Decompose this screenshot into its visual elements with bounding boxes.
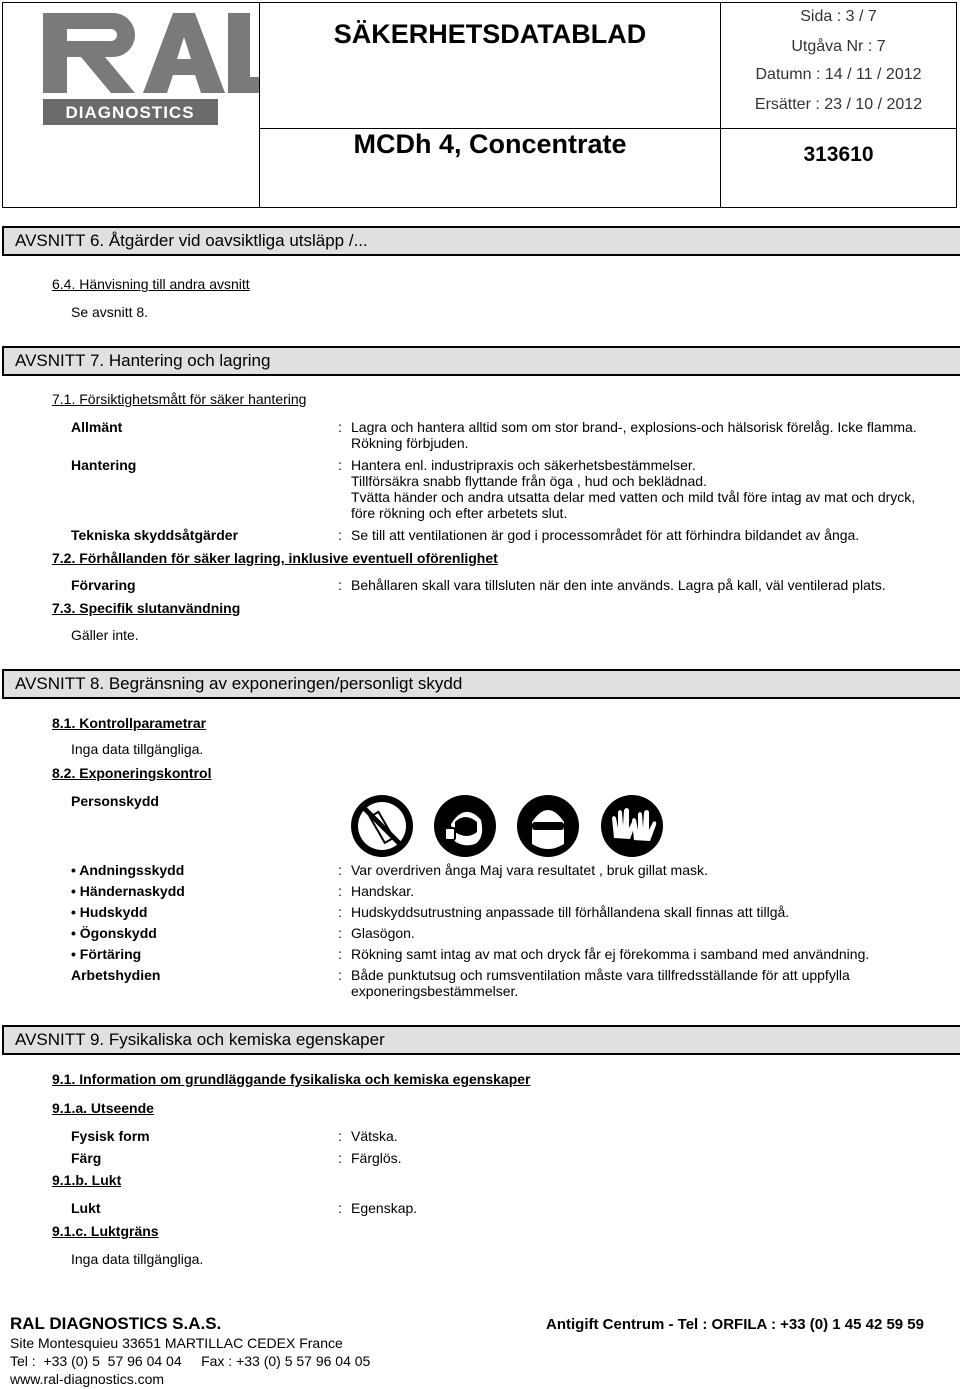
label-allmant: Allmänt (71, 419, 123, 435)
value-line: Rökning förbjuden. (351, 435, 469, 451)
value-line: före rökning och efter arbetets slut. (351, 505, 568, 521)
value-line: Tillförsäkra snabb flyttande från öga , hud och beklädnad. (351, 473, 707, 489)
subheading-9-1-c: 9.1.c. Luktgräns (52, 1223, 159, 1239)
colon: : (338, 904, 342, 920)
footer-antigift: Antigift Centrum - Tel : ORFILA : +33 (0) 1 45 42 59 59 (546, 1316, 924, 1333)
footer-company: RAL DIAGNOSTICS S.A.S. (10, 1314, 222, 1333)
gloves-icon (600, 794, 664, 858)
subheading-7-3: 7.3. Specifik slutanvändning (52, 600, 241, 616)
value-line: Hantera enl. industripraxis och säkerhetsbestämmelser. (351, 457, 696, 473)
colon: : (338, 946, 342, 962)
value-forvaring: Behållaren skall vara tillsluten när den inte används. Lagra på kall, väl ventilerad plats. (351, 577, 886, 593)
version-number: Utgåva Nr : 7 (791, 38, 886, 55)
colon: : (338, 457, 342, 473)
label-andningsskydd: • Andningsskydd (71, 862, 185, 878)
label-ogonskydd: • Ögonskydd (71, 925, 157, 941)
subheading-8-2: 8.2. Exponeringskontrol (52, 765, 212, 781)
document-title: SÄKERHETSDATABLAD (333, 19, 647, 49)
subheading-9-1-a: 9.1.a. Utseende (52, 1100, 154, 1116)
colon: : (338, 419, 342, 435)
subheading-7-2: 7.2. Förhållanden för säker lagring, inklusive eventuell oförenlighet (52, 550, 498, 566)
product-name: MCDh 4, Concentrate (353, 129, 627, 159)
value-line: Tvätta händer och andra utsatta delar med vatten och mild tvål före intag av mat och dryck, (351, 489, 916, 505)
colon: : (338, 577, 342, 593)
document-header (2, 2, 957, 208)
value-arbetshydien (351, 967, 850, 999)
value-line: exponeringsbestämmelser. (351, 983, 519, 999)
colon: : (338, 1200, 342, 1216)
section-8-bar: AVSNITT 8. Begränsning av exponeringen/personligt skydd (2, 669, 960, 699)
value-andningsskydd: Var overdriven ånga Maj vara resultatet , bruk gillat mask. (351, 862, 708, 878)
logo-cell (3, 3, 260, 207)
label-arbetshydien: Arbetshydien (71, 967, 161, 983)
label-fortaring: • Förtäring (71, 946, 142, 962)
safety-glasses-icon (516, 794, 580, 858)
footer-address: Site Montesquieu 33651 MARTILLAC CEDEX France (10, 1335, 343, 1351)
section-7-bar: AVSNITT 7. Hantering och lagring (2, 346, 960, 376)
colon: : (338, 883, 342, 899)
value-farg: Färglös. (351, 1150, 402, 1166)
value-fysisk-form: Vätska. (351, 1128, 398, 1144)
issue-date: Datumn : 14 / 11 / 2012 (755, 66, 922, 83)
label-tekniska: Tekniska skyddsåtgärder (71, 527, 239, 543)
value-allmant (351, 419, 917, 451)
title-cell (260, 3, 721, 129)
label-farg: Färg (71, 1150, 102, 1166)
text-7-3: Gäller inte. (71, 627, 139, 643)
info-cell (721, 3, 956, 129)
text-6-4: Se avsnitt 8. (71, 304, 149, 320)
value-line: Både punktutsug och rumsventilation måste vara tillfredsställande för att uppfylla (351, 967, 850, 983)
text-9-1-c: Inga data tillgängliga. (71, 1251, 204, 1267)
no-smoking-icon (350, 794, 414, 858)
value-hudskydd: Hudskyddsutrustning anpassade till förhållandena skall finnas att tillgå. (351, 904, 790, 920)
subheading-9-1: 9.1. Information om grundläggande fysikaliska och kemiska egenskaper (52, 1071, 531, 1087)
value-fortaring: Rökning samt intag av mat och dryck får ej förekomma i samband med användning. (351, 946, 870, 962)
label-forvaring: Förvaring (71, 577, 136, 593)
section-9-bar: AVSNITT 9. Fysikaliska och kemiska egenskaper (2, 1025, 960, 1055)
footer-website[interactable]: www.ral-diagnostics.com (10, 1371, 165, 1387)
subheading-6-4: 6.4. Hänvisning till andra avsnitt (52, 276, 250, 292)
value-hantering (351, 457, 915, 521)
value-lukt: Egenskap. (351, 1200, 418, 1216)
value-line: Lagra och hantera alltid som om stor brand-, explosions-och hälsorisk förelåg. Icke flamma. (351, 419, 917, 435)
label-personskydd: Personskydd (71, 793, 159, 809)
product-cell (260, 129, 721, 207)
label-fysisk-form: Fysisk form (71, 1128, 150, 1144)
ral-diagnostics-logo (3, 3, 259, 207)
colon: : (338, 967, 342, 983)
text-8-1: Inga data tillgängliga. (71, 741, 204, 757)
footer-phone: Tel : +33 (0) 5 57 96 04 04 Fax : +33 (0) 5 57 96 04 05 (10, 1353, 371, 1369)
value-tekniska: Se till att ventilationen är god i processområdet för att förhindra bildandet av ånga. (351, 527, 860, 543)
label-lukt: Lukt (71, 1200, 101, 1216)
colon: : (338, 1150, 342, 1166)
replaces-date: Ersätter : 23 / 10 / 2012 (754, 96, 923, 113)
subheading-9-1-b: 9.1.b. Lukt (52, 1172, 122, 1188)
value-ogonskydd: Glasögon. (351, 925, 415, 941)
subheading-8-1: 8.1. Kontrollparametrar (52, 715, 207, 731)
page-number: Sida : 3 / 7 (800, 8, 877, 25)
colon: : (338, 527, 342, 543)
value-handernaskydd: Handskar. (351, 883, 415, 899)
respirator-mask-icon (433, 794, 497, 858)
code-cell (721, 129, 956, 207)
label-hudskydd: • Hudskydd (71, 904, 148, 920)
subheading-7-1: 7.1. Försiktighetsmått för säker hantering (52, 391, 307, 407)
colon: : (338, 1128, 342, 1144)
label-handernaskydd: • Händernaskydd (71, 883, 185, 899)
svg-text:DIAGNOSTICS: DIAGNOSTICS (65, 103, 195, 122)
label-hantering: Hantering (71, 457, 137, 473)
section-6-bar: AVSNITT 6. Åtgärder vid oavsiktliga utsläpp /... (2, 226, 960, 256)
colon: : (338, 862, 342, 878)
colon: : (338, 925, 342, 941)
product-code: 313610 (803, 143, 874, 166)
